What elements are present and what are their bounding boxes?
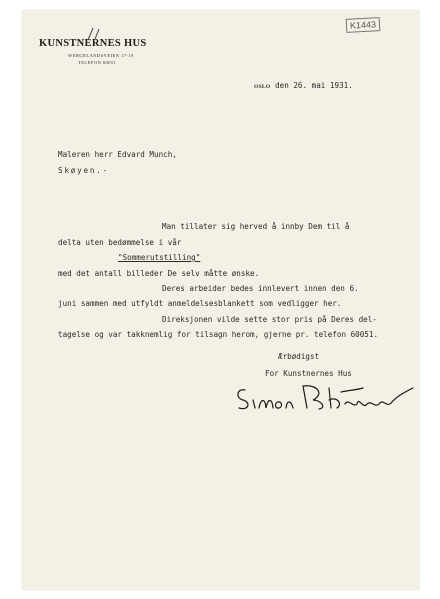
recipient-name: Maleren herr Edvard Munch, xyxy=(58,150,177,159)
handwritten-signature xyxy=(233,378,418,418)
date: den 26. mai 1931. xyxy=(275,81,353,90)
letterhead-address: WERGELANDSVEIEN 17-19 xyxy=(68,53,134,58)
closing-signatory: For Kunstnernes Hus xyxy=(265,369,352,378)
place-date-line xyxy=(254,82,353,91)
body-line-2 xyxy=(58,239,181,247)
body-line-7: Direksjonen vilde sette stor pris på Deres del- xyxy=(162,315,377,324)
letterhead-name: KUNSTNERNES HUS xyxy=(39,38,147,49)
body-line-4: med det antall billeder De selv måtte ønske. xyxy=(58,269,260,278)
closing-greeting: Ærbødigst xyxy=(278,352,320,361)
place: OSLO xyxy=(254,84,271,90)
body-line-1: Man tillater sig herved å innby Dem til å xyxy=(162,222,350,231)
body-line-2-text: delta uten bedømmelse i vår xyxy=(58,238,182,247)
body-line-5: Deres arbeider bedes innlevert innen den 6. xyxy=(162,284,359,293)
body-line-8: tagelse og var takknemlig for tilsagn herom, gjerne pr. telefon 60051. xyxy=(58,330,379,339)
exhibition-name: "Sommerutstilling" xyxy=(118,253,201,262)
body-line-6: juni sammen med utfyldt anmeldelsesblankett som vedligger her. xyxy=(58,299,342,308)
letterhead-phone: TELEFON 60051 xyxy=(78,60,117,65)
recipient-place: Skøyen.- xyxy=(58,166,109,175)
archive-stamp: K1443 xyxy=(346,17,381,33)
